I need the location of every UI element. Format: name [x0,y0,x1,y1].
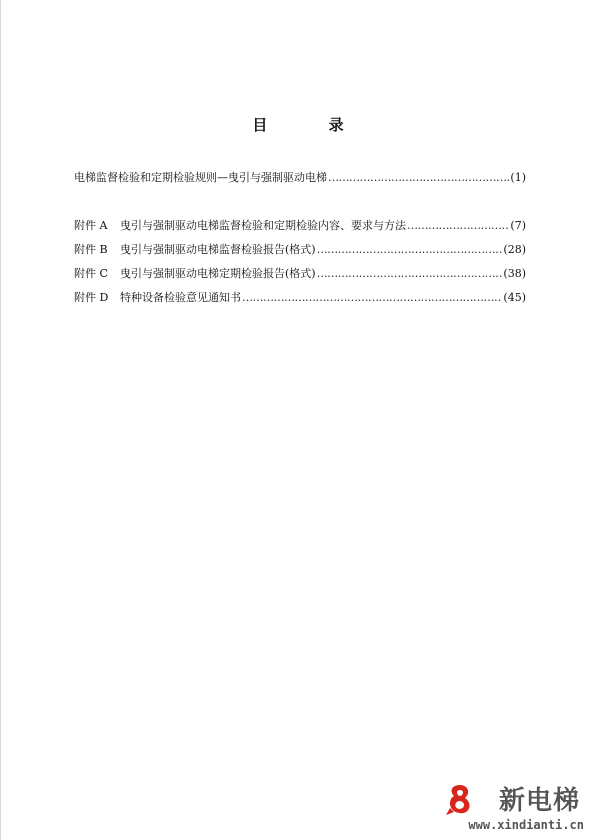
toc-entry-title: 曳引与强制驱动电梯监督检验报告(格式) [120,243,316,256]
toc-list [74,166,526,310]
toc-entry-appendix-a [74,214,526,238]
toc-entry-prefix: 附件 B [74,243,108,256]
toc-entry-appendix-c [74,262,526,286]
toc-entry-title: 曳引与强制驱动电梯监督检验和定期检验内容、要求与方法 [120,219,406,232]
toc-dot-leader [407,214,509,238]
toc-entry-appendix-d [74,286,526,310]
toc-entry-title: 特种设备检验意见通知书 [120,291,241,304]
toc-title: 目 录 [252,116,372,134]
toc-dot-leader [242,286,502,310]
toc-dot-leader [328,166,509,190]
toc-entry-main [74,166,526,190]
watermark-url: www.xindianti.cn [468,818,584,832]
toc-dot-leader [317,262,503,286]
toc-entry-title: 电梯监督检验和定期检验规则—曳引与强制驱动电梯 [74,171,327,184]
toc-page-number: (38) [503,267,526,280]
toc-page-number: (28) [503,243,526,256]
toc-page-number: (1) [510,171,526,184]
toc-entry-prefix: 附件 A [74,219,108,232]
xindianti-logo-icon [444,782,476,816]
watermark-brand: 新电梯 [498,786,580,816]
toc-entry-prefix: 附件 C [74,267,108,280]
toc-entry-appendix-b [74,238,526,262]
toc-entry-title: 曳引与强制驱动电梯定期检验报告(格式) [120,267,316,280]
toc-page-number: (7) [510,219,526,232]
toc-page-number: (45) [503,291,526,304]
site-watermark [434,780,584,832]
toc-dot-leader [317,238,503,262]
toc-entry-prefix: 附件 D [74,291,109,304]
